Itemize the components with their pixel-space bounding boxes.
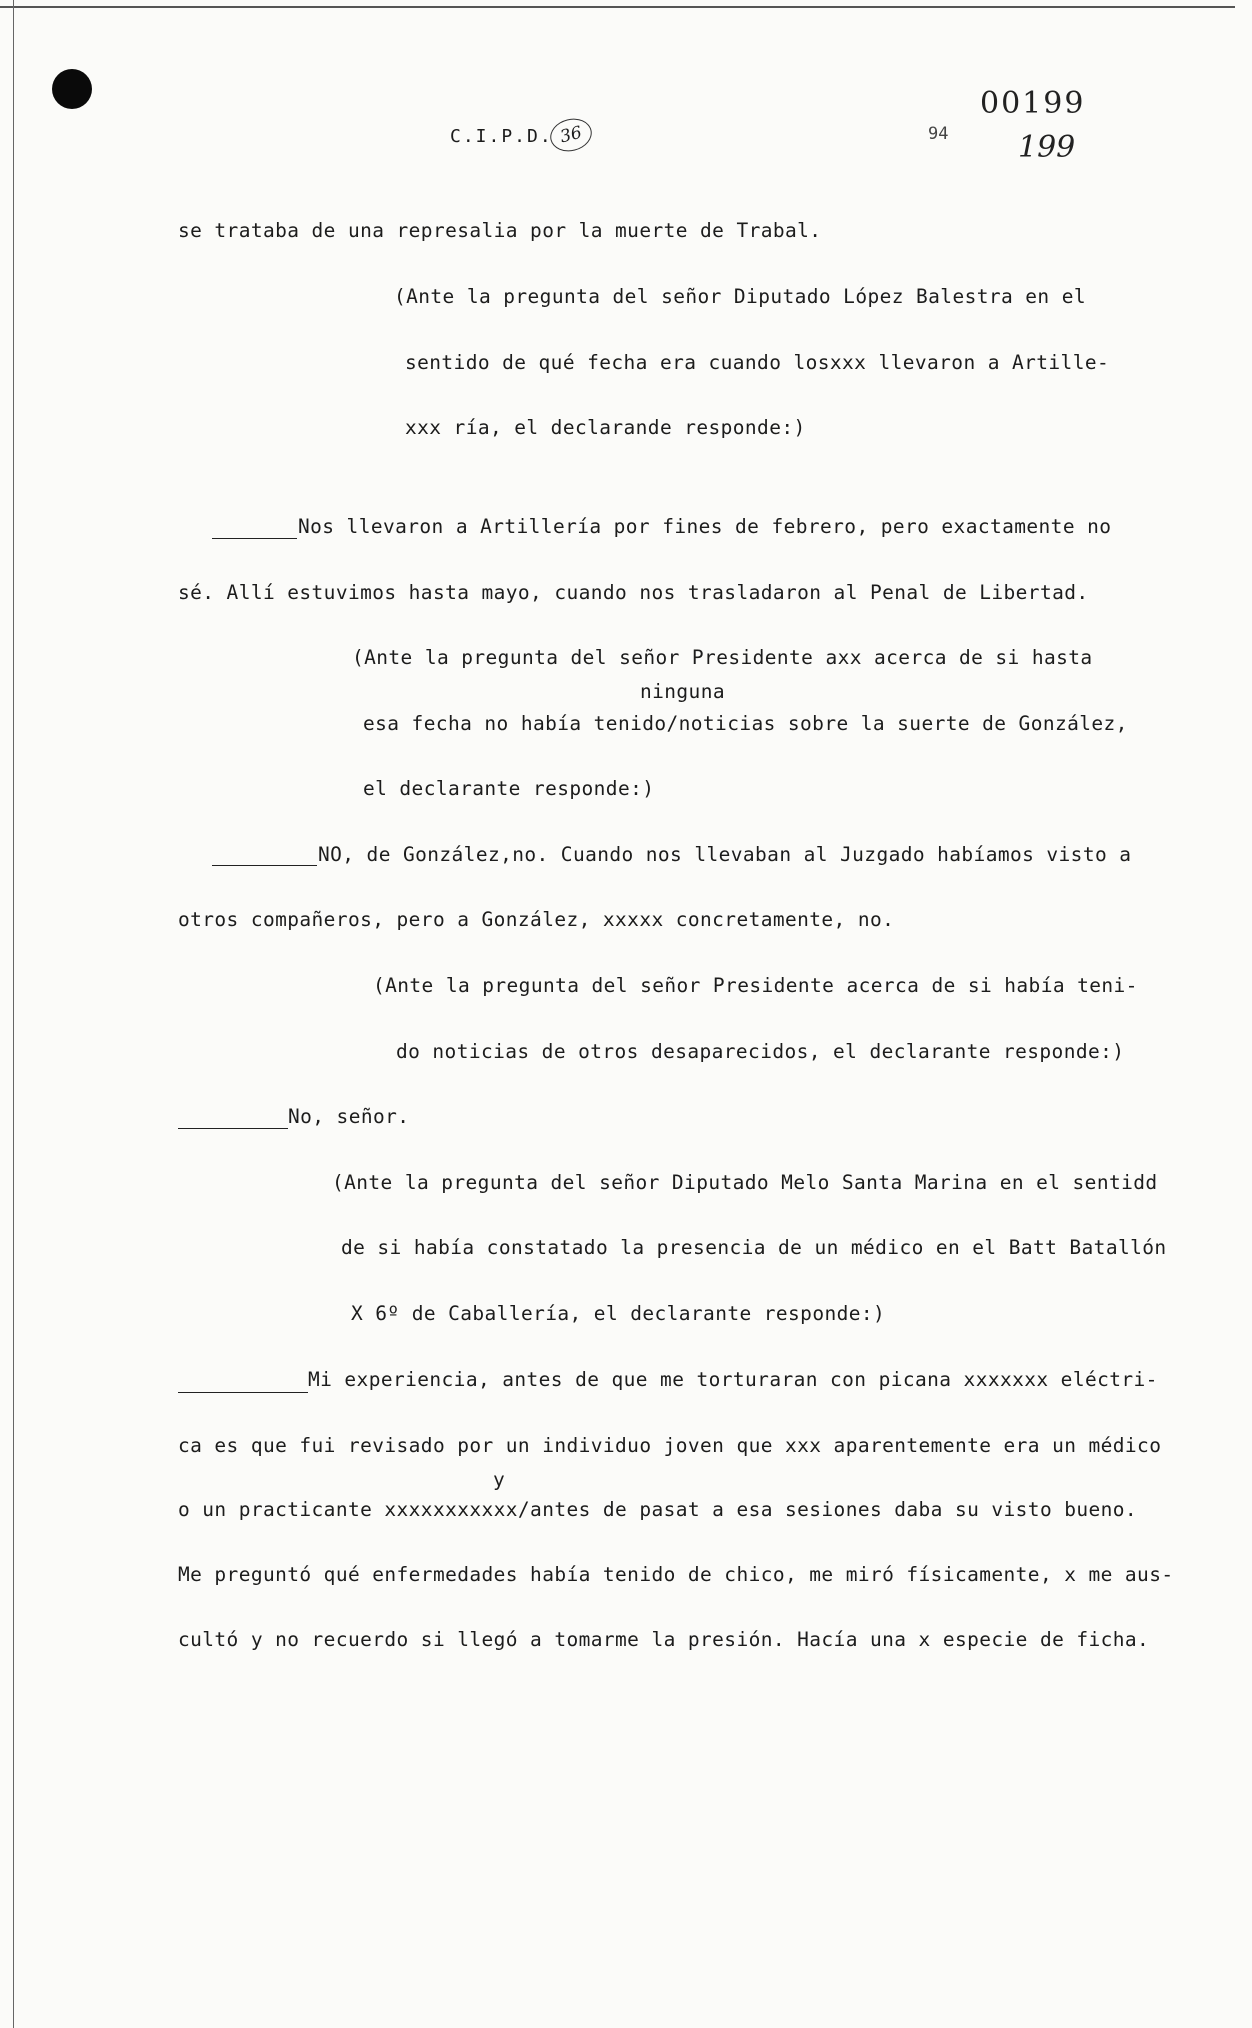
answer-blank-line	[178, 1392, 308, 1393]
institution-label: C.I.P.D.	[450, 126, 553, 147]
text-line: do noticias de otros desaparecidos, el declarante responde:)	[396, 1040, 1125, 1063]
stamp-number: 00199	[980, 86, 1086, 121]
text-line: (Ante la pregunta del señor Presidente axx acerca de si hasta	[352, 646, 1093, 669]
text-line: sentido de qué fecha era cuando losxxx llevaron a Artille-	[405, 351, 1110, 374]
text-line: cultó y no recuerdo si llegó a tomarme la presión. Hacía una x especie de ficha.	[178, 1628, 1150, 1651]
text-line: esa fecha no había tenido/noticias sobre la suerte de González,	[363, 712, 1128, 735]
punch-hole-mark	[52, 69, 92, 109]
text-line: el declarante responde:)	[363, 777, 655, 800]
text-line: otros compañeros, pero a González, xxxxx concretamente, no.	[178, 908, 895, 931]
answer-blank-line	[212, 538, 297, 539]
text-line: (Ante la pregunta del señor Presidente acerca de si había teni-	[373, 974, 1138, 997]
text-line: NO, de González,no. Cuando nos llevaban al Juzgado habíamos visto a	[318, 843, 1132, 866]
text-line: de si había constatado la presencia de un médico en el Batt Batallón	[341, 1236, 1167, 1259]
text-line: No, señor.	[288, 1105, 410, 1128]
text-line: (Ante la pregunta del señor Diputado López Balestra en el	[394, 285, 1086, 308]
text-line: o un practicante xxxxxxxxxxx/antes de pasat a esa sesiones daba su visto bueno.	[178, 1498, 1138, 1521]
answer-blank-line	[178, 1128, 288, 1129]
answer-blank-line	[212, 865, 317, 866]
text-line: y	[493, 1468, 506, 1491]
text-line: sé. Allí estuvimos hasta mayo, cuando nos trasladaron al Penal de Libertad.	[178, 581, 1089, 604]
text-line: Mi experiencia, antes de que me torturaran con picana xxxxxxx eléctri-	[308, 1368, 1158, 1391]
left-border-line	[13, 0, 14, 2028]
text-line: Nos llevaron a Artillería por fines de febrero, pero exactamente no	[298, 515, 1112, 538]
text-line: X 6º de Caballería, el declarante responde:)	[351, 1302, 886, 1325]
page-number-small: 94	[928, 124, 949, 144]
text-line: (Ante la pregunta del señor Diputado Melo Santa Marina en el sentidd	[332, 1171, 1158, 1194]
text-line: ca es que fui revisado por un individuo joven que xxx aparentemente era un médico	[178, 1434, 1162, 1457]
text-line: se trataba de una represalia por la muerte de Trabal.	[178, 219, 822, 242]
text-line: Me preguntó qué enfermedades había tenido de chico, me miró físicamente, x me aus-	[178, 1563, 1174, 1586]
text-line: xxx ría, el declarande responde:)	[405, 416, 806, 439]
circled-number: 36	[547, 114, 595, 155]
top-border-line	[0, 6, 1235, 8]
text-line: ninguna	[640, 680, 725, 703]
handwritten-number: 199	[1018, 130, 1076, 165]
